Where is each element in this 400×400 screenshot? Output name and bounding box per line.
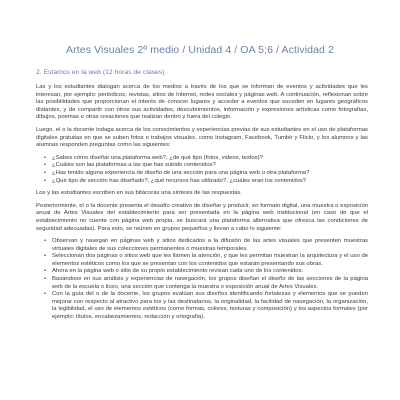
step-item: • Ahora en la página web o sitio de su propio establecimiento revisan cada uno de los contenidos. — [46, 268, 368, 276]
question-item: • ¿Sabes cómo diseñar una plataforma web?, ¿de qué tipo (fotos, videos, textos)? — [46, 155, 368, 163]
step-list — [36, 238, 368, 322]
paragraph-prior-knowledge: Luego, el o la docente indaga acerca de los conocimientos y experiencias previas de sus estudiantes en el uso de plataformas digitales gratuitas en que se suben fotos o trabajos visuales, como Instagram, Facebook, Tumblr y Flickr, y los alumnos y las alumnas responden preguntas como las siguientes: — [36, 126, 368, 149]
question-list — [36, 155, 368, 185]
step-item: • Basándose en sus análisis y experiencias de navegación, los grupos diseñan el diseño de las secciones de la página web de la escuela o liceo, una sección que contenga la muestra o exposición anual de Artes Visuales. — [46, 276, 368, 291]
paragraph-intro: Las y los estudiantes dialogan acerca de los medios a través de los que se informan de eventos y actividades que les interesan, por ejemplo: periódicos, revistas, sitios de Internet, redes sociales y páginas web. A continuación, reflexionan sobre las posibilidades que proporcionan el interés de conocer lugares y acceder a eventos que suceden en lugares geográficos distantes, y de compartir con otros sus actividades, descubrimientos, información y expresiones artísticas como fotografías, dibujos, poemas u otras creaciones que realizan dentro y fuera del colegio. — [36, 84, 368, 121]
question-item: • ¿Cuáles son las plataformas a las que has subido contenidos? — [46, 162, 368, 170]
page-title: Artes Visuales 2º medio / Unidad 4 / OA 5;6 / Actividad 2 — [66, 44, 334, 56]
section-heading: 2. Estamos en la web (12 horas de clases) — [36, 69, 165, 76]
step-item: • Con la guía del o de la docente, los grupos evalúan sus diseños identificando fortalezas y elementos que se pueden mejorar con respecto al atractivo para los y las destinatarios, la originalidad, la facilidad de navegación, la organización, la legibilidad, el uso de elementos estéticos (como formas, colores, texturas y composición) y los aspectos formales (por ejemplo: títulos, encabezamientos, redacción y ortografía). — [46, 291, 368, 321]
paragraph-synthesis: Los y las estudiantes escriben en sus bitácoras una síntesis de las respuestas. — [36, 190, 242, 197]
question-item: • ¿Qué tipo de sección has diseñado?, ¿qué recursos has utilizado?, ¿cuáles eran los contenidos? — [46, 178, 368, 186]
step-item: • Observan y navegan en páginas web y sitios dedicados a la difusión de las artes visuales que presenten muestras virtuales digitales de sus colecciones permanentes o muestras temporales. — [46, 238, 368, 253]
question-item: • ¿Has tenido alguna experiencia de diseño de una sección para una página web u otra plataforma? — [46, 170, 368, 178]
paragraph-challenge: Posteriormente, el o la docente presenta el desafío creativo de diseñar y producir, en formato digital, una muestra o exposición anual de Artes Visuales del establecimiento para ser presentada en la página web institucional (en caso de que el establecimiento no cuente con página web propia, se buscará una plataforma alternativa que ofrezca las condiciones de seguridad adecuadas). Para esto, se reúnen en grupos pequeños y llevan a cabo lo siguiente: — [36, 202, 368, 232]
step-item: • Seleccionan dos páginas o sitios web que les llamen la atención, y que les permitan muestran la arquitectura y el uso de elementos estéticos como los que se presentan con los contenidos que estarán presentando sus obras. — [46, 253, 368, 268]
document-body — [36, 84, 368, 327]
